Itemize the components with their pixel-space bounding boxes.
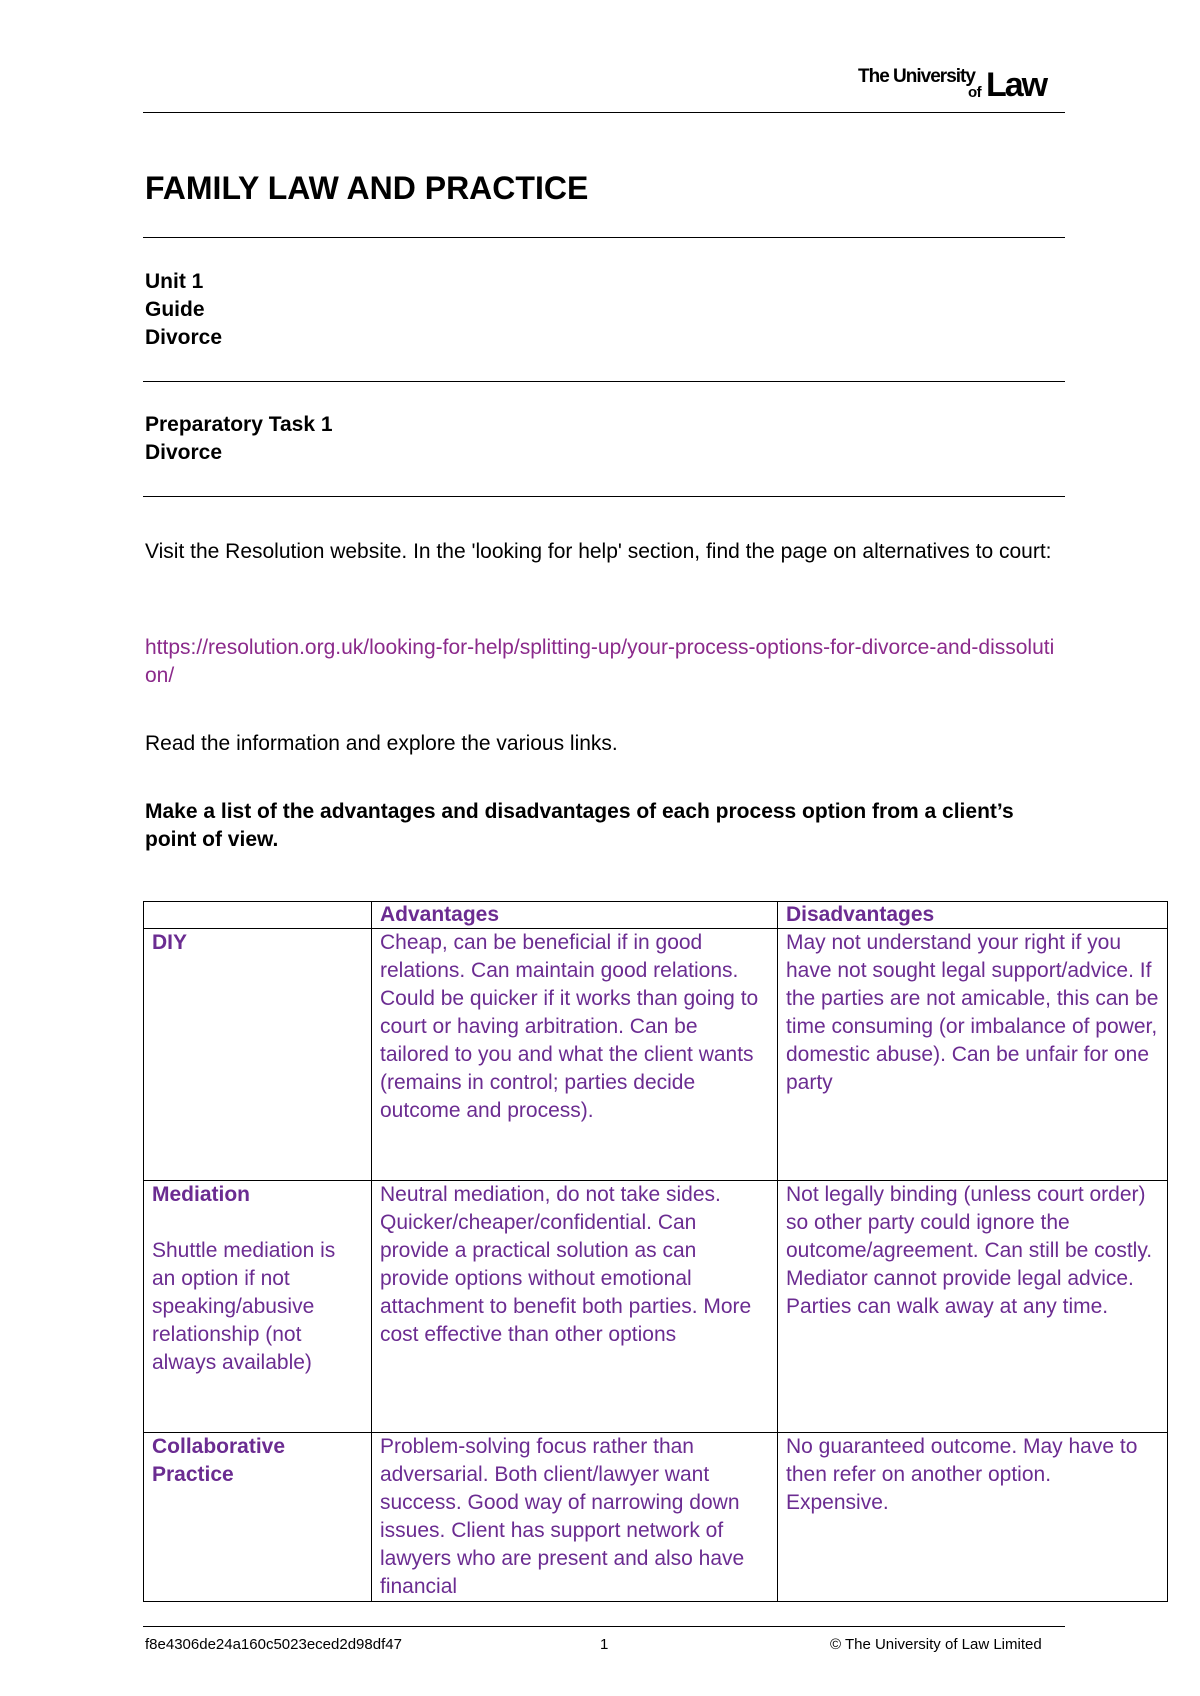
task-instruction: Make a list of the advantages and disadvantages of each process option from a client’s point of view.	[145, 800, 1014, 851]
task-label: Preparatory Task 1	[145, 413, 333, 436]
unit-label: Unit 1	[145, 270, 204, 293]
title-divider	[143, 237, 1065, 238]
disadvantages-cell: No guaranteed outcome. May have to then refer on another option. Expensive.	[778, 1433, 1168, 1602]
table-row	[144, 1433, 1168, 1602]
table-row	[144, 1181, 1168, 1433]
copyright-notice: © The University of Law Limited	[830, 1636, 1042, 1653]
row-label-cell	[144, 1181, 372, 1433]
table-header-row	[144, 902, 1168, 929]
logo-line-1: The University	[858, 66, 975, 87]
task-divider	[143, 496, 1065, 497]
footer-divider	[143, 1626, 1065, 1627]
header-disadvantages: Disadvantages	[778, 902, 1168, 929]
option-name: DIY	[152, 931, 188, 954]
option-name: Mediation	[152, 1183, 250, 1206]
task-topic: Divorce	[145, 441, 223, 464]
option-note: Shuttle mediation is an option if not speaking/abusive relationship (not always available)	[152, 1239, 336, 1374]
disadvantages-cell: May not understand your right if you have not sought legal support/advice. If the parties are not amicable, this can be time consuming (or imbalance of power, domestic abuse). Can be unfair for one party	[778, 929, 1168, 1181]
visit-instruction: Visit the Resolution website. In the 'looking for help' section, find the page on alternatives to court:	[145, 540, 1052, 563]
task-block	[145, 411, 333, 467]
guide-label: Guide	[145, 298, 205, 321]
table-row	[144, 929, 1168, 1181]
advantages-cell: Problem-solving focus rather than adversarial. Both client/lawyer want success. Good way of narrowing down issues. Client has support network of lawyers who are present and also have financial	[372, 1433, 778, 1602]
process-options-table	[143, 901, 1168, 1602]
page-number: 1	[600, 1636, 609, 1653]
document-id: f8e4306de24a160c5023eced2d98df47	[145, 1636, 402, 1653]
option-name: Collaborative Practice	[152, 1435, 286, 1486]
row-label-cell	[144, 929, 372, 1181]
unit-divider	[143, 381, 1065, 382]
topic-label: Divorce	[145, 326, 223, 349]
unit-block	[145, 268, 222, 352]
header-divider	[143, 112, 1065, 113]
advantages-cell: Cheap, can be beneficial if in good relations. Can maintain good relations. Could be quicker if it works than going to court or having arbitration. Can be tailored to you and what the client wants (remains in control; parties decide outcome and process).	[372, 929, 778, 1181]
disadvantages-cell: Not legally binding (unless court order) so other party could ignore the outcome/agreement. Can still be costly. Mediator cannot provide legal advice. Parties can walk away at any time.	[778, 1181, 1168, 1433]
advantages-cell: Neutral mediation, do not take sides. Quicker/cheaper/confidential. Can provide a practical solution as can provide options without emotional attachment to benefit both parties. More cost effective than other options	[372, 1181, 778, 1433]
header-advantages: Advantages	[372, 902, 778, 929]
university-logo	[858, 64, 1068, 108]
document-title: FAMILY LAW AND PRACTICE	[145, 170, 589, 206]
header-empty	[144, 902, 372, 929]
row-label-cell	[144, 1433, 372, 1602]
resolution-link[interactable]: https://resolution.org.uk/looking-for-help/splitting-up/your-process-options-for-divorce-and-dissolution/	[145, 636, 1055, 687]
read-instruction: Read the information and explore the various links.	[145, 732, 618, 755]
logo-line-2: of	[968, 84, 982, 101]
logo-line-3: Law	[986, 66, 1047, 104]
